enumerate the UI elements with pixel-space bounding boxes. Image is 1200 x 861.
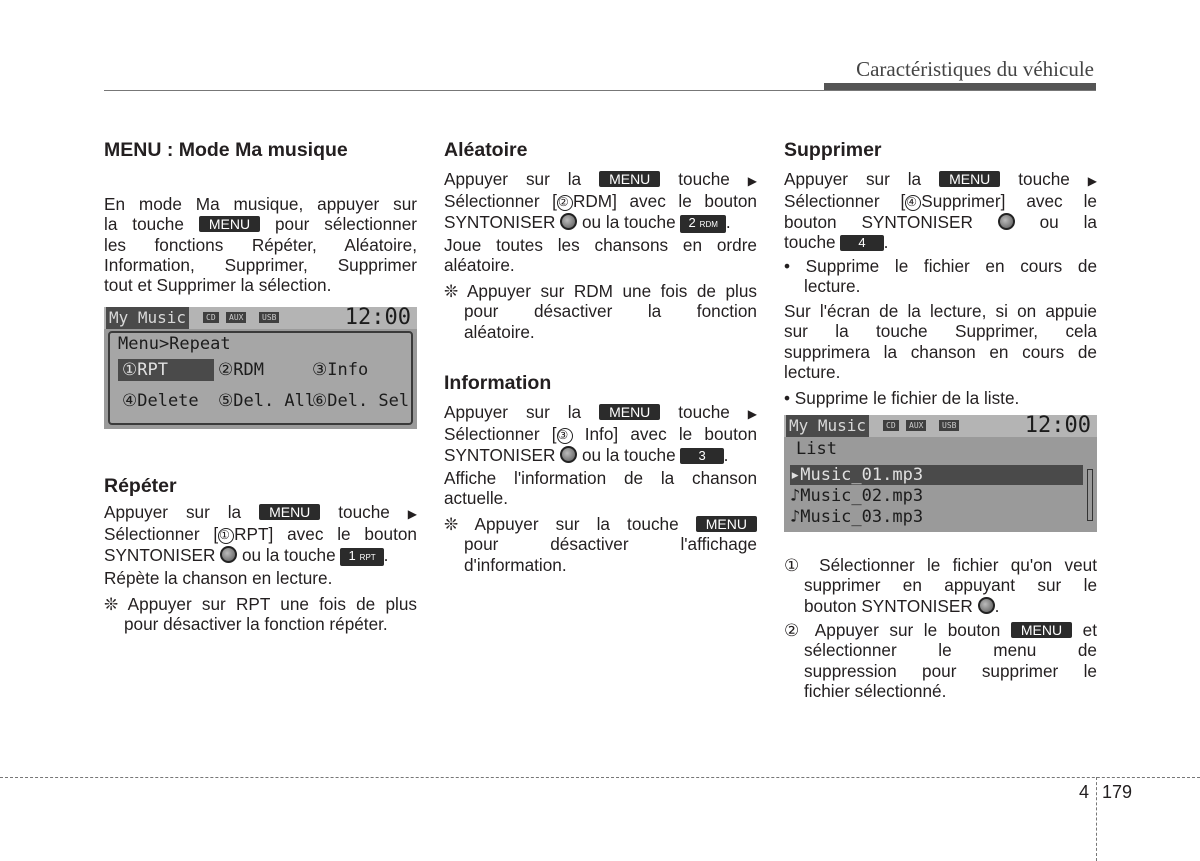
menu-key-icon: MENU <box>939 171 1000 187</box>
delete-paragraph: Sur l'écran de la lecture, si on appuie sur la touche Supprimer, cela supprimera la chanson en cours de lecture. <box>784 301 1097 382</box>
header-rule-thick <box>824 83 1096 90</box>
menu-option-del-sel: ⑥Del. Sel <box>312 391 410 411</box>
aux-badge: AUX <box>226 312 246 323</box>
chapter-number: 4 <box>1079 782 1090 802</box>
aux-badge: AUX <box>906 420 926 431</box>
menu-option-rpt: ①RPT <box>118 359 214 381</box>
information-description: Affiche l'information de la chanson actuelle. <box>444 468 757 509</box>
arrow-right-icon: ▶ <box>747 174 758 188</box>
delete-bullet-current: • Supprime le fichier en cours de lecture. <box>784 256 1097 297</box>
key-2-rdm-icon: 2 RDM <box>680 215 725 233</box>
section-heading-menu-mode: MENU : Mode Ma musique <box>104 139 348 161</box>
header-rule <box>104 90 1096 91</box>
delete-step-1: ① Sélectionner le fichier qu'on veut supprimer en appuyant sur le bouton SYNTONISER . <box>784 555 1097 616</box>
page-header-title: Caractéristiques du véhicule <box>856 57 1094 81</box>
menu-key-icon: MENU <box>259 504 320 520</box>
menu-key-icon: MENU <box>1011 622 1072 638</box>
repeat-instructions: Appuyer sur la MENU touche ▶ Sélectionner [① RPT] avec le bouton SYNTONISER ou la touche 1 RPT . <box>104 502 418 565</box>
arrow-right-icon: ▶ <box>747 407 758 421</box>
menu-key-icon: MENU <box>599 404 660 420</box>
repeat-note: ❊ Appuyer sur RPT une fois de plus pour désactiver la fonction répéter. <box>104 594 417 635</box>
file-row: ♪Music_03.mp3 <box>790 507 924 527</box>
menu-option-rdm: ②RDM <box>218 360 264 380</box>
screen-menu-panel <box>108 331 413 425</box>
lcd-screen-repeat <box>104 307 417 429</box>
lcd-screen-list <box>784 415 1097 532</box>
section-heading-information: Information <box>444 372 552 394</box>
section-heading-random: Aléatoire <box>444 139 528 161</box>
screen-clock: 12:00 <box>344 305 411 330</box>
menu-option-info: ③Info <box>312 360 369 380</box>
page-number: 179 <box>1102 782 1133 802</box>
screen-list-title: List <box>796 439 837 459</box>
number-3-icon: ③ <box>557 428 573 444</box>
number-4-icon: ④ <box>905 195 921 211</box>
cd-badge: CD <box>203 312 219 323</box>
tune-knob-icon <box>978 597 995 614</box>
usb-badge: USB <box>939 420 959 431</box>
information-instructions: Appuyer sur la MENU touche ▶ Sélectionner [③ Info] avec le bouton SYNTONISER ou la touche 3 . <box>444 402 758 465</box>
file-row-selected: ▸Music_01.mp3 <box>790 465 1083 485</box>
screen-clock: 12:00 <box>1024 413 1091 438</box>
key-3-icon: 3 <box>680 448 723 464</box>
random-instructions: Appuyer sur la MENU touche ▶ Sélectionner [② RDM] avec le bouton SYNTONISER ou la touche 2 RDM . <box>444 169 758 232</box>
intro-paragraph: En mode Ma musique, appuyer sur la touche MENU pour sélectionner les fonctions Répéter, Aléatoire, Information, Supprimer, Supprimer tout et Supprimer la sélection. <box>104 194 417 296</box>
screen-app-label: My Music <box>106 307 189 329</box>
screen-scrollbar <box>1087 469 1093 521</box>
delete-step-2: ② Appuyer sur le bouton MENU et sélectionner le menu de suppression pour supprimer le fichier sélectionné. <box>784 620 1097 701</box>
delete-instructions: Appuyer sur la MENU touche ▶ Sélectionner [④ Supprimer] avec le bouton SYNTONISER ou la touche 4 . <box>784 169 1098 252</box>
number-2-icon: ② <box>557 195 573 211</box>
tune-knob-icon <box>560 213 577 230</box>
screen-app-label: My Music <box>786 415 869 437</box>
arrow-right-icon: ▶ <box>1087 174 1098 188</box>
file-row: ♪Music_02.mp3 <box>790 486 924 506</box>
random-description: Joue toutes les chansons en ordre aléatoire. <box>444 235 757 276</box>
tune-knob-icon <box>220 546 237 563</box>
footer-divider <box>1096 777 1097 861</box>
menu-key-icon: MENU <box>199 216 260 232</box>
tune-knob-icon <box>560 446 577 463</box>
section-heading-delete: Supprimer <box>784 139 882 161</box>
menu-option-delete: ④Delete <box>122 391 199 411</box>
number-1-icon: ① <box>218 528 234 544</box>
menu-key-icon: MENU <box>696 516 757 532</box>
repeat-description: Répète la chanson en lecture. <box>104 568 333 588</box>
screen-panel-title: Menu>Repeat <box>118 334 231 354</box>
section-heading-repeat: Répéter <box>104 475 177 497</box>
key-4-icon: 4 <box>840 235 883 251</box>
key-1-rpt-icon: 1 RPT <box>340 548 383 566</box>
cd-badge: CD <box>883 420 899 431</box>
menu-key-icon: MENU <box>599 171 660 187</box>
footer-rule <box>0 777 1200 778</box>
menu-option-del-all: ⑤Del. All <box>218 391 316 411</box>
usb-badge: USB <box>259 312 279 323</box>
delete-bullet-list: • Supprime le fichier de la liste. <box>784 388 1020 408</box>
arrow-right-icon: ▶ <box>407 507 418 521</box>
information-note: ❊ Appuyer sur la touche MENU pour désactiver l'affichage d'information. <box>444 514 757 575</box>
random-note: ❊ Appuyer sur RDM une fois de plus pour désactiver la fonction aléatoire. <box>444 281 757 342</box>
tune-knob-icon <box>998 213 1015 230</box>
